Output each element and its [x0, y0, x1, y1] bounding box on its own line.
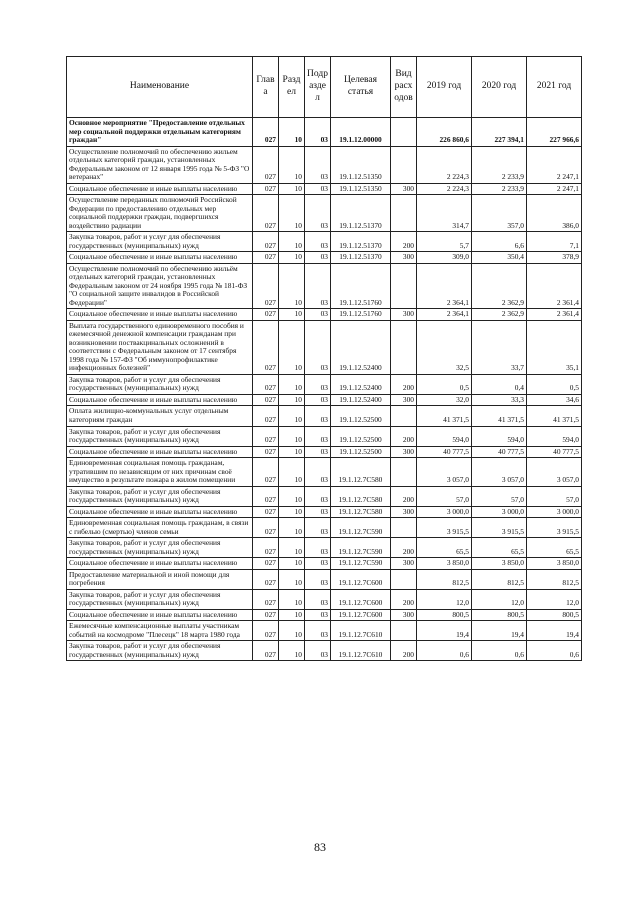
- cell-name: Осуществление полномочий по обеспечению жильём отдельных категорий граждан, установленных Федеральным законом от 24 ноября 1995 года № 181-ФЗ "О социальной защите инвалидов в Российской Федерации": [67, 263, 253, 309]
- cell-code: 19.1.12.7С600: [331, 609, 391, 621]
- cell-code: 19.1.12.7С580: [331, 506, 391, 518]
- cell-name: Предоставление материальной и иной помощи для погребения: [67, 569, 253, 589]
- table-row: [67, 589, 582, 609]
- cell-razdel: 10: [279, 446, 305, 458]
- cell-2020: 0,4: [472, 374, 527, 394]
- cell-razdel: 10: [279, 506, 305, 518]
- cell-vid: 200: [391, 374, 417, 394]
- cell-name: Осуществление переданных полномочий Российской Федерации по предоставлению отдельных мер социальной поддержки граждан, подвергшихся воздействию радиации: [67, 195, 253, 232]
- cell-razdel: 10: [279, 232, 305, 252]
- cell-glava: 027: [253, 426, 279, 446]
- cell-2019: 314,7: [417, 195, 472, 232]
- cell-glava: 027: [253, 569, 279, 589]
- cell-razdel: 10: [279, 394, 305, 406]
- cell-code: 19.1.12.7С580: [331, 458, 391, 487]
- cell-podrazdel: 03: [305, 195, 331, 232]
- cell-vid: 300: [391, 446, 417, 458]
- cell-podrazdel: 03: [305, 309, 331, 321]
- cell-vid: [391, 518, 417, 538]
- cell-glava: 027: [253, 146, 279, 183]
- cell-2021: 3 850,0: [527, 558, 582, 570]
- cell-code: 19.1.12.52500: [331, 406, 391, 426]
- table-row: [67, 320, 582, 374]
- cell-razdel: 10: [279, 486, 305, 506]
- cell-vid: [391, 263, 417, 309]
- header-2020: 2020 год: [472, 57, 527, 118]
- cell-name: Закупка товаров, работ и услуг для обеспечения государственных (муниципальных) нужд: [67, 538, 253, 558]
- cell-name: Закупка товаров, работ и услуг для обеспечения государственных (муниципальных) нужд: [67, 486, 253, 506]
- cell-2019: 2 364,1: [417, 309, 472, 321]
- cell-glava: 027: [253, 609, 279, 621]
- cell-2019: 594,0: [417, 426, 472, 446]
- cell-2021: 2 361,4: [527, 309, 582, 321]
- cell-2020: 40 777,5: [472, 446, 527, 458]
- table-row: [67, 118, 582, 147]
- cell-glava: 027: [253, 486, 279, 506]
- cell-podrazdel: 03: [305, 446, 331, 458]
- cell-2021: 34,6: [527, 394, 582, 406]
- header-2019: 2019 год: [417, 57, 472, 118]
- cell-name: Единовременная социальная помощь гражданам, в связи с гибелью (смертью) членов семьи: [67, 518, 253, 538]
- cell-2020: 33,3: [472, 394, 527, 406]
- cell-podrazdel: 03: [305, 426, 331, 446]
- cell-2019: 2 224,3: [417, 146, 472, 183]
- cell-code: 19.1.12.7С590: [331, 558, 391, 570]
- cell-vid: 300: [391, 309, 417, 321]
- cell-glava: 027: [253, 320, 279, 374]
- cell-razdel: 10: [279, 320, 305, 374]
- cell-razdel: 10: [279, 309, 305, 321]
- cell-2020: 41 371,5: [472, 406, 527, 426]
- cell-code: 19.1.12.52400: [331, 394, 391, 406]
- cell-razdel: 10: [279, 621, 305, 641]
- cell-2021: 227 966,6: [527, 118, 582, 147]
- cell-razdel: 10: [279, 426, 305, 446]
- cell-code: 19.1.12.52400: [331, 320, 391, 374]
- cell-podrazdel: 03: [305, 506, 331, 518]
- cell-2020: 2 233,9: [472, 183, 527, 195]
- cell-2020: 2 362,9: [472, 263, 527, 309]
- cell-razdel: 10: [279, 263, 305, 309]
- table-row: [67, 446, 582, 458]
- cell-2021: 3 057,0: [527, 458, 582, 487]
- table-row: [67, 183, 582, 195]
- cell-razdel: 10: [279, 538, 305, 558]
- table-row: [67, 569, 582, 589]
- cell-razdel: 10: [279, 183, 305, 195]
- cell-vid: [391, 569, 417, 589]
- cell-glava: 027: [253, 232, 279, 252]
- cell-name: Ежемесячные компенсационные выплаты участникам событий на космодроме "Плесецк" 18 марта 1980 года: [67, 621, 253, 641]
- cell-code: 19.1.12.51760: [331, 263, 391, 309]
- cell-2019: 812,5: [417, 569, 472, 589]
- cell-name: Социальное обеспечение и иные выплаты населению: [67, 506, 253, 518]
- cell-razdel: 10: [279, 558, 305, 570]
- cell-vid: 200: [391, 641, 417, 661]
- cell-code: 19.1.12.7С600: [331, 569, 391, 589]
- table-row: [67, 558, 582, 570]
- cell-2019: 2 364,1: [417, 263, 472, 309]
- header-name: Наименование: [67, 57, 253, 118]
- cell-glava: 027: [253, 558, 279, 570]
- cell-razdel: 10: [279, 589, 305, 609]
- cell-2020: 3 915,5: [472, 518, 527, 538]
- header-razdel: Раздел: [279, 57, 305, 118]
- cell-2019: 3 915,5: [417, 518, 472, 538]
- cell-vid: 200: [391, 538, 417, 558]
- cell-name: Выплата государственного единовременного пособия и ежемесячной денежной компенсации гражданам при возникновении поствакцинальных осложнений в соответствии с Федеральным законом от 17 сентября 1998 года № 157-ФЗ "Об иммунопрофилактике инфекционных болезней": [67, 320, 253, 374]
- cell-name: Социальное обеспечение и иные выплаты населению: [67, 394, 253, 406]
- cell-2020: 3 000,0: [472, 506, 527, 518]
- header-podrazdel: Подраздел: [305, 57, 331, 118]
- header-glava: Глава: [253, 57, 279, 118]
- cell-glava: 027: [253, 183, 279, 195]
- cell-2021: 800,5: [527, 609, 582, 621]
- cell-2020: 3 057,0: [472, 458, 527, 487]
- cell-razdel: 10: [279, 374, 305, 394]
- cell-podrazdel: 03: [305, 394, 331, 406]
- cell-name: Социальное обеспечение и иные выплаты населению: [67, 558, 253, 570]
- cell-code: 19.1.12.52500: [331, 446, 391, 458]
- cell-name: Оплата жилищно-коммунальных услуг отдельным категориям граждан: [67, 406, 253, 426]
- cell-2019: 309,0: [417, 252, 472, 264]
- cell-2020: 2 362,9: [472, 309, 527, 321]
- cell-2021: 2 361,4: [527, 263, 582, 309]
- cell-2021: 41 371,5: [527, 406, 582, 426]
- cell-2020: 19,4: [472, 621, 527, 641]
- table-row: [67, 538, 582, 558]
- cell-2019: 12,0: [417, 589, 472, 609]
- cell-2019: 3 850,0: [417, 558, 472, 570]
- cell-podrazdel: 03: [305, 486, 331, 506]
- header-code: Целевая статья: [331, 57, 391, 118]
- cell-name: Закупка товаров, работ и услуг для обеспечения государственных (муниципальных) нужд: [67, 589, 253, 609]
- cell-code: 19.1.12.52400: [331, 374, 391, 394]
- cell-2020: 3 850,0: [472, 558, 527, 570]
- cell-vid: [391, 118, 417, 147]
- table-row: [67, 518, 582, 538]
- cell-2021: 19,4: [527, 621, 582, 641]
- table-header-row: [67, 57, 582, 118]
- cell-podrazdel: 03: [305, 518, 331, 538]
- table-row: [67, 486, 582, 506]
- cell-podrazdel: 03: [305, 374, 331, 394]
- cell-2020: 33,7: [472, 320, 527, 374]
- table-row: [67, 146, 582, 183]
- cell-2021: 40 777,5: [527, 446, 582, 458]
- cell-2021: 65,5: [527, 538, 582, 558]
- cell-vid: 300: [391, 558, 417, 570]
- cell-vid: 300: [391, 506, 417, 518]
- cell-code: 19.1.12.51370: [331, 252, 391, 264]
- cell-name: Социальное обеспечение и иные выплаты населению: [67, 183, 253, 195]
- cell-glava: 027: [253, 506, 279, 518]
- cell-2021: 35,1: [527, 320, 582, 374]
- cell-code: 19.1.12.7С590: [331, 538, 391, 558]
- cell-code: 19.1.12.7С610: [331, 641, 391, 661]
- table-row: [67, 458, 582, 487]
- cell-podrazdel: 03: [305, 252, 331, 264]
- cell-2020: 2 233,9: [472, 146, 527, 183]
- cell-glava: 027: [253, 374, 279, 394]
- cell-name: Единовременная социальная помощь гражданам, утратившим по независящим от них причинам своё имущество в результате пожара в жилом помещении: [67, 458, 253, 487]
- cell-vid: 300: [391, 394, 417, 406]
- cell-vid: [391, 146, 417, 183]
- cell-podrazdel: 03: [305, 621, 331, 641]
- cell-podrazdel: 03: [305, 569, 331, 589]
- cell-razdel: 10: [279, 406, 305, 426]
- cell-name: Закупка товаров, работ и услуг для обеспечения государственных (муниципальных) нужд: [67, 374, 253, 394]
- table-row: [67, 374, 582, 394]
- cell-2019: 3 000,0: [417, 506, 472, 518]
- cell-2020: 357,0: [472, 195, 527, 232]
- cell-razdel: 10: [279, 458, 305, 487]
- cell-vid: 200: [391, 232, 417, 252]
- cell-razdel: 10: [279, 118, 305, 147]
- cell-glava: 027: [253, 195, 279, 232]
- cell-name: Закупка товаров, работ и услуг для обеспечения государственных (муниципальных) нужд: [67, 641, 253, 661]
- cell-razdel: 10: [279, 518, 305, 538]
- table-row: [67, 609, 582, 621]
- table-row: [67, 195, 582, 232]
- cell-2021: 2 247,1: [527, 183, 582, 195]
- page-number: 83: [314, 840, 326, 854]
- cell-code: 19.1.12.00000: [331, 118, 391, 147]
- cell-name: Социальное обеспечение и иные выплаты населению: [67, 252, 253, 264]
- cell-name: Закупка товаров, работ и услуг для обеспечения государственных (муниципальных) нужд: [67, 426, 253, 446]
- cell-glava: 027: [253, 309, 279, 321]
- cell-vid: [391, 621, 417, 641]
- cell-2019: 5,7: [417, 232, 472, 252]
- cell-glava: 027: [253, 518, 279, 538]
- cell-2020: 65,5: [472, 538, 527, 558]
- cell-2019: 40 777,5: [417, 446, 472, 458]
- cell-podrazdel: 03: [305, 263, 331, 309]
- cell-2021: 812,5: [527, 569, 582, 589]
- cell-glava: 027: [253, 589, 279, 609]
- cell-vid: [391, 195, 417, 232]
- cell-2020: 227 394,1: [472, 118, 527, 147]
- cell-code: 19.1.12.51350: [331, 146, 391, 183]
- cell-code: 19.1.12.51760: [331, 309, 391, 321]
- cell-2020: 12,0: [472, 589, 527, 609]
- cell-2019: 32,5: [417, 320, 472, 374]
- cell-2019: 19,4: [417, 621, 472, 641]
- cell-2020: 594,0: [472, 426, 527, 446]
- cell-glava: 027: [253, 538, 279, 558]
- cell-vid: 200: [391, 486, 417, 506]
- cell-podrazdel: 03: [305, 641, 331, 661]
- cell-code: 19.1.12.51350: [331, 183, 391, 195]
- cell-razdel: 10: [279, 195, 305, 232]
- cell-2020: 0,6: [472, 641, 527, 661]
- cell-name: Социальное обеспечение и иные выплаты населению: [67, 609, 253, 621]
- cell-2020: 6,6: [472, 232, 527, 252]
- table-row: [67, 232, 582, 252]
- cell-glava: 027: [253, 621, 279, 641]
- cell-razdel: 10: [279, 146, 305, 183]
- cell-name: Закупка товаров, работ и услуг для обеспечения государственных (муниципальных) нужд: [67, 232, 253, 252]
- cell-glava: 027: [253, 118, 279, 147]
- cell-2021: 57,0: [527, 486, 582, 506]
- cell-vid: 300: [391, 252, 417, 264]
- cell-razdel: 10: [279, 609, 305, 621]
- cell-2021: 12,0: [527, 589, 582, 609]
- cell-vid: 200: [391, 426, 417, 446]
- cell-2021: 378,9: [527, 252, 582, 264]
- cell-2019: 41 371,5: [417, 406, 472, 426]
- table-row: [67, 406, 582, 426]
- cell-2019: 65,5: [417, 538, 472, 558]
- cell-2021: 0,6: [527, 641, 582, 661]
- budget-table: [66, 56, 582, 661]
- cell-glava: 027: [253, 458, 279, 487]
- cell-podrazdel: 03: [305, 538, 331, 558]
- cell-2019: 32,0: [417, 394, 472, 406]
- table-row: [67, 426, 582, 446]
- cell-code: 19.1.12.52500: [331, 426, 391, 446]
- cell-2019: 0,5: [417, 374, 472, 394]
- table-row: [67, 641, 582, 661]
- cell-2019: 0,6: [417, 641, 472, 661]
- cell-2021: 2 247,1: [527, 146, 582, 183]
- cell-2019: 800,5: [417, 609, 472, 621]
- cell-vid: [391, 406, 417, 426]
- cell-2021: 386,0: [527, 195, 582, 232]
- cell-2019: 3 057,0: [417, 458, 472, 487]
- cell-name: Осуществление полномочий по обеспечению жильем отдельных категорий граждан, установленных Федеральным законом от 12 января 1995 года № 5-ФЗ "О ветеранах": [67, 146, 253, 183]
- cell-vid: 300: [391, 183, 417, 195]
- cell-code: 19.1.12.7С610: [331, 621, 391, 641]
- cell-2020: 57,0: [472, 486, 527, 506]
- cell-2020: 800,5: [472, 609, 527, 621]
- cell-vid: 200: [391, 589, 417, 609]
- cell-glava: 027: [253, 252, 279, 264]
- cell-code: 19.1.12.7С580: [331, 486, 391, 506]
- cell-vid: [391, 320, 417, 374]
- cell-code: 19.1.12.51370: [331, 232, 391, 252]
- cell-2019: 226 860,6: [417, 118, 472, 147]
- table-row: [67, 394, 582, 406]
- header-vid: Вид расходов: [391, 57, 417, 118]
- cell-glava: 027: [253, 641, 279, 661]
- cell-razdel: 10: [279, 252, 305, 264]
- cell-razdel: 10: [279, 569, 305, 589]
- cell-2021: 3 000,0: [527, 506, 582, 518]
- cell-podrazdel: 03: [305, 232, 331, 252]
- cell-podrazdel: 03: [305, 146, 331, 183]
- cell-razdel: 10: [279, 641, 305, 661]
- table-row: [67, 252, 582, 264]
- cell-podrazdel: 03: [305, 118, 331, 147]
- cell-glava: 027: [253, 406, 279, 426]
- cell-vid: 300: [391, 609, 417, 621]
- cell-podrazdel: 03: [305, 183, 331, 195]
- cell-name: Социальное обеспечение и иные выплаты населению: [67, 446, 253, 458]
- cell-2019: 2 224,3: [417, 183, 472, 195]
- cell-2021: 0,5: [527, 374, 582, 394]
- cell-glava: 027: [253, 394, 279, 406]
- cell-2021: 3 915,5: [527, 518, 582, 538]
- cell-code: 19.1.12.7С600: [331, 589, 391, 609]
- cell-vid: [391, 458, 417, 487]
- header-2021: 2021 год: [527, 57, 582, 118]
- cell-code: 19.1.12.51370: [331, 195, 391, 232]
- cell-2020: 812,5: [472, 569, 527, 589]
- table-row: [67, 506, 582, 518]
- cell-podrazdel: 03: [305, 589, 331, 609]
- cell-2021: 7,1: [527, 232, 582, 252]
- cell-code: 19.1.12.7С590: [331, 518, 391, 538]
- cell-podrazdel: 03: [305, 406, 331, 426]
- cell-2021: 594,0: [527, 426, 582, 446]
- table-body: [67, 118, 582, 661]
- table-row: [67, 309, 582, 321]
- cell-name: Основное мероприятие "Предоставление отдельных мер социальной поддержки отдельным категориям граждан": [67, 118, 253, 147]
- table-row: [67, 621, 582, 641]
- cell-glava: 027: [253, 263, 279, 309]
- cell-2019: 57,0: [417, 486, 472, 506]
- cell-glava: 027: [253, 446, 279, 458]
- cell-podrazdel: 03: [305, 320, 331, 374]
- cell-2020: 350,4: [472, 252, 527, 264]
- table-row: [67, 263, 582, 309]
- cell-podrazdel: 03: [305, 558, 331, 570]
- cell-name: Социальное обеспечение и иные выплаты населению: [67, 309, 253, 321]
- cell-podrazdel: 03: [305, 458, 331, 487]
- cell-podrazdel: 03: [305, 609, 331, 621]
